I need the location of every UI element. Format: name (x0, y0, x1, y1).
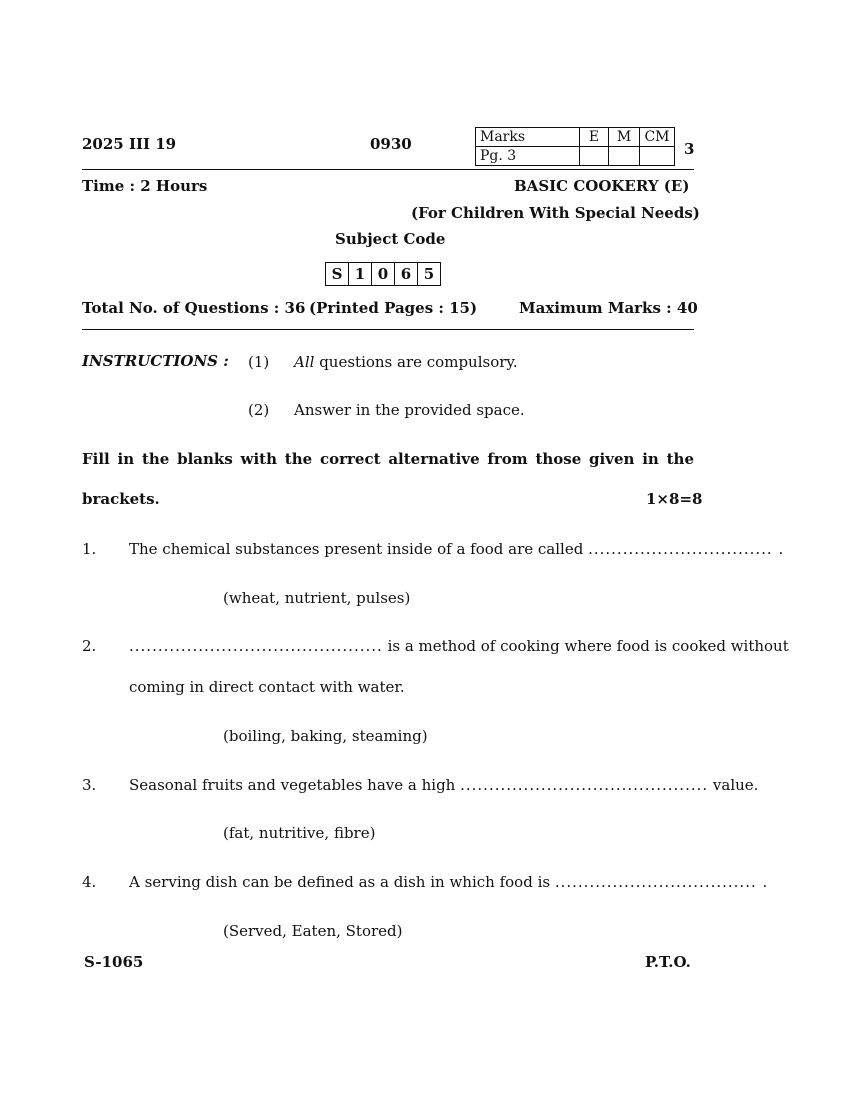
question-text (129, 873, 768, 891)
section-marks: 1×8=8 (646, 490, 703, 508)
subject-code-label: Subject Code (335, 230, 446, 248)
col-cm: CM (640, 128, 675, 147)
cell-e (580, 147, 609, 166)
paper-code: 0930 (370, 135, 412, 153)
section-heading: Fill in the blanks with the correct alternative from those given in the (82, 450, 694, 468)
answer-options: (fat, nutritive, fibre) (223, 824, 376, 842)
section-heading-cont: brackets. (82, 490, 160, 508)
instruction-rest: questions are compulsory. (314, 353, 518, 371)
total-questions: Total No. of Questions : 36 (82, 299, 306, 317)
instruction-text: Answer in the provided space. (294, 401, 525, 419)
answer-blank[interactable]: ................................ . (588, 540, 785, 558)
instruction-num: (2) (248, 401, 270, 419)
code-char: 5 (418, 263, 441, 286)
answer-blank[interactable]: ................................... . (554, 873, 769, 891)
subject-title: BASIC COOKERY (E) (514, 177, 690, 195)
page-label: Pg. 3 (476, 147, 580, 166)
question-number: 4. (82, 873, 97, 891)
col-m: M (609, 128, 640, 147)
subject-code-boxes (325, 262, 441, 286)
code-char: S (326, 263, 349, 286)
answer-blank[interactable]: ............................................ (129, 637, 383, 655)
instruction-text (294, 353, 518, 371)
printed-pages: (Printed Pages : 15) (309, 299, 478, 317)
year-code: 2025 III 19 (82, 135, 177, 153)
answer-options: (boiling, baking, steaming) (223, 727, 428, 745)
code-char: 0 (372, 263, 395, 286)
marks-label: Marks (476, 128, 580, 147)
footer-code: S-1065 (84, 953, 144, 971)
answer-blank[interactable]: ........................................... (460, 776, 709, 794)
page-number: 3 (684, 140, 695, 158)
question-text (129, 776, 758, 794)
question-prompt: Seasonal fruits and vegetables have a high (129, 776, 461, 794)
time-allowed: Time : 2 Hours (82, 177, 208, 195)
divider-bottom (82, 329, 694, 330)
cell-m (609, 147, 640, 166)
question-number: 1. (82, 540, 97, 558)
col-e: E (580, 128, 609, 147)
cell-cm (640, 147, 675, 166)
instruction-emphasis: All (294, 353, 315, 371)
footer-pto: P.T.O. (645, 953, 691, 971)
instructions-label: INSTRUCTIONS : (82, 352, 229, 370)
question-suffix: value. (708, 776, 759, 794)
question-number: 2. (82, 637, 97, 655)
question-number: 3. (82, 776, 97, 794)
question-text (129, 540, 784, 558)
question-prompt: is a method of cooking where food is cooked without (382, 637, 789, 655)
marks-table (475, 127, 675, 166)
audience-note: (For Children With Special Needs) (411, 204, 700, 222)
instruction-num: (1) (248, 353, 270, 371)
divider-top (82, 169, 694, 170)
maximum-marks: Maximum Marks : 40 (519, 299, 698, 317)
code-char: 1 (349, 263, 372, 286)
code-char: 6 (395, 263, 418, 286)
question-prompt: A serving dish can be defined as a dish in which food is (129, 873, 555, 891)
question-prompt: The chemical substances present inside of a food are called (129, 540, 589, 558)
question-text-cont: coming in direct contact with water. (129, 678, 405, 696)
question-text (129, 637, 789, 655)
answer-options: (wheat, nutrient, pulses) (223, 589, 411, 607)
answer-options: (Served, Eaten, Stored) (223, 922, 403, 940)
